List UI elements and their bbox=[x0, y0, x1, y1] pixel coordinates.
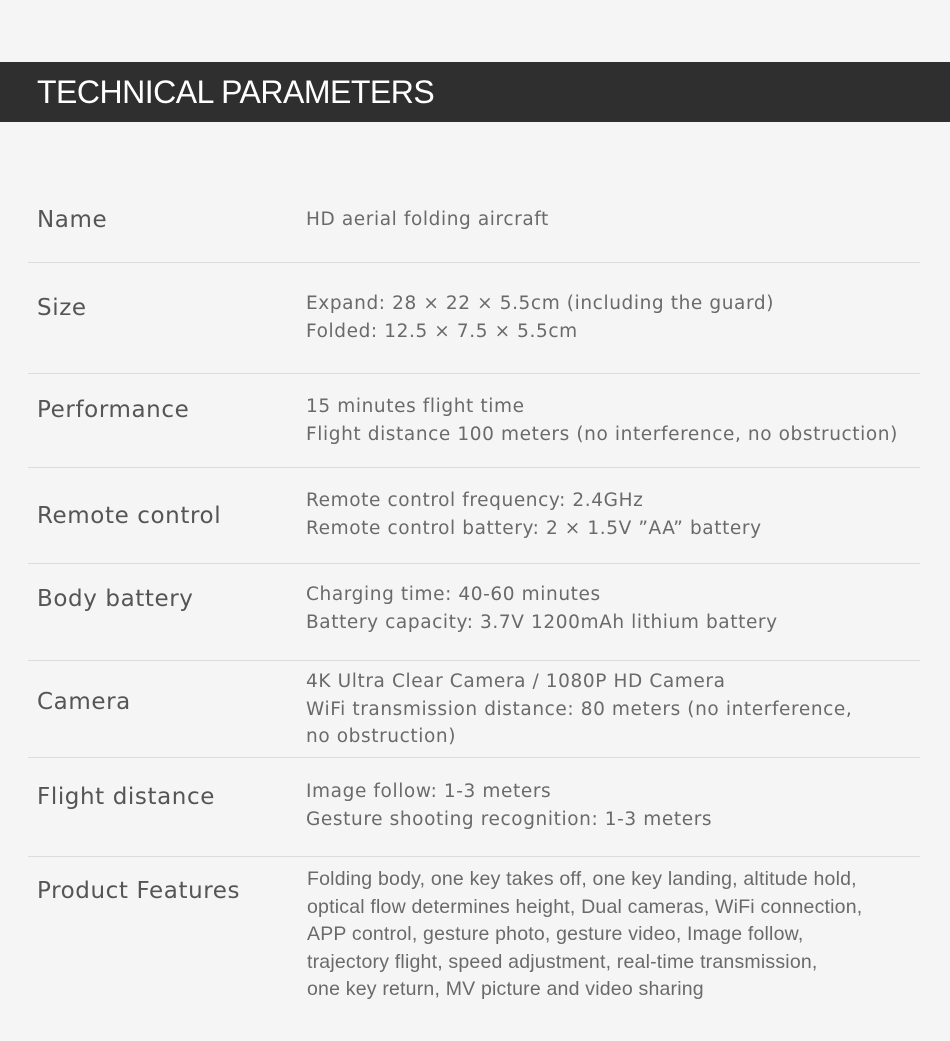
value-line: Charging time: 40-60 minutes bbox=[306, 584, 601, 605]
row-value-camera bbox=[306, 668, 852, 751]
value-line: Gesture shooting recognition: 1-3 meters bbox=[306, 808, 713, 830]
divider bbox=[28, 467, 920, 468]
row-label-product-features: Product Features bbox=[37, 878, 241, 904]
value-line: Folding body, one key takes off, one key landing, altitude hold, bbox=[307, 868, 857, 890]
value-line: Battery capacity: 3.7V 1200mAh lithium battery bbox=[306, 611, 778, 633]
divider bbox=[28, 373, 920, 374]
divider bbox=[28, 856, 920, 857]
value-line: Flight distance 100 meters (no interference, no obstruction) bbox=[306, 423, 898, 445]
value-line: optical flow determines height, Dual cameras, WiFi connection, bbox=[307, 895, 863, 918]
value-line: 15 minutes flight time bbox=[306, 396, 525, 417]
row-value-flight-distance bbox=[306, 778, 712, 833]
row-label-body-battery: Body battery bbox=[37, 586, 194, 612]
row-value-size bbox=[306, 290, 774, 345]
value-line: Folded: 12.5 × 7.5 × 5.5cm bbox=[306, 320, 578, 342]
row-value-remote-control bbox=[306, 487, 762, 542]
row-label-camera: Camera bbox=[37, 689, 131, 715]
row-value-name bbox=[306, 206, 549, 234]
value-line: Remote control battery: 2 × 1.5V ”AA” battery bbox=[306, 517, 762, 539]
row-label-flight-distance: Flight distance bbox=[37, 784, 215, 810]
value-line: one key return, MV picture and video sharing bbox=[307, 978, 704, 1000]
divider bbox=[28, 757, 920, 758]
row-value-performance bbox=[306, 393, 898, 448]
value-line: trajectory flight, speed adjustment, real-time transmission, bbox=[307, 950, 818, 973]
row-label-remote-control: Remote control bbox=[37, 503, 222, 529]
page-title: TECHNICAL PARAMETERS bbox=[37, 74, 435, 110]
row-value-body-battery bbox=[306, 581, 778, 636]
value-line: Image follow: 1-3 meters bbox=[306, 781, 552, 802]
row-label-name: Name bbox=[37, 207, 108, 233]
value-line: APP control, gesture photo, gesture video, Image follow, bbox=[307, 923, 804, 945]
row-label-performance: Performance bbox=[37, 397, 190, 423]
value-line: HD aerial folding aircraft bbox=[306, 209, 549, 230]
value-line: 4K Ultra Clear Camera / 1080P HD Camera bbox=[306, 671, 726, 692]
row-label-size: Size bbox=[37, 295, 87, 321]
divider bbox=[28, 563, 920, 564]
value-line: no obstruction) bbox=[306, 726, 457, 747]
value-line: Expand: 28 × 22 × 5.5cm (including the guard) bbox=[306, 293, 775, 314]
divider bbox=[28, 660, 920, 661]
row-value-product-features bbox=[307, 866, 862, 1004]
value-line: Remote control frequency: 2.4GHz bbox=[306, 490, 644, 511]
value-line: WiFi transmission distance: 80 meters (no interference, bbox=[306, 698, 853, 720]
divider bbox=[28, 262, 920, 263]
